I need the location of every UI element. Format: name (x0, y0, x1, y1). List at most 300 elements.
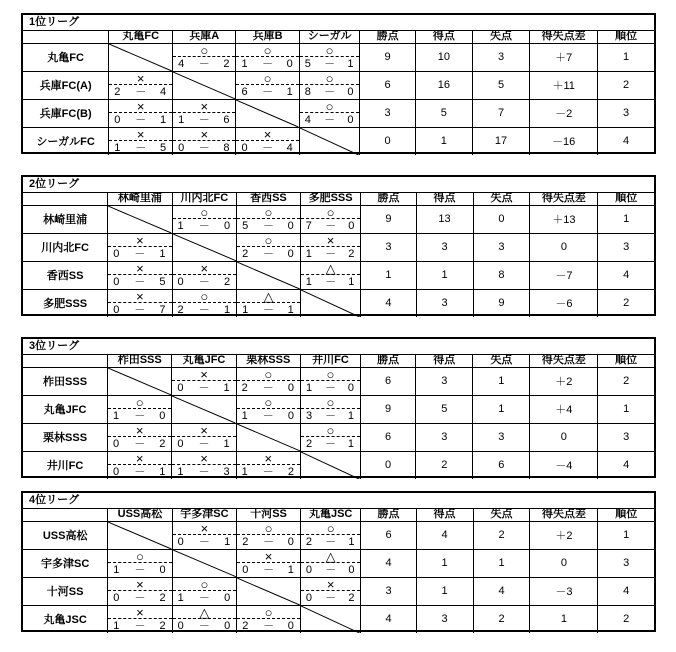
result-mark: ○ (236, 44, 298, 57)
score-dash: － (262, 381, 274, 394)
match-result-cell (108, 549, 172, 577)
match-score (173, 275, 237, 289)
match-result-cell (172, 367, 236, 395)
team-name: 多肥SSS (23, 289, 108, 317)
score-right: 1 (159, 466, 166, 478)
league-table-1 (21, 13, 656, 154)
score-left: 4 (304, 113, 311, 126)
result-mark: ○ (300, 44, 360, 57)
match-score (301, 219, 361, 233)
goals-for-value: 3 (416, 233, 473, 261)
team-name: 林崎里浦 (23, 205, 108, 233)
goal-diff-header: 得失点差 (530, 355, 598, 367)
match-score (109, 113, 172, 127)
result-mark: ○ (237, 234, 300, 247)
team-column-header: 兵庫B (236, 31, 299, 43)
result-mark: × (109, 100, 172, 113)
score-left: 2 (242, 620, 249, 632)
result-mark: × (108, 424, 171, 437)
score-left: 1 (113, 620, 120, 632)
team-name: 丸亀JSC (23, 605, 108, 633)
score-dash: － (262, 85, 274, 98)
self-match-cell (300, 451, 360, 479)
score-left: 0 (305, 563, 313, 576)
score-left: 8 (304, 85, 311, 98)
diagonal-line (109, 44, 172, 71)
self-match-cell (236, 423, 300, 451)
score-left: 0 (113, 437, 120, 450)
match-result-cell (300, 521, 361, 549)
score-left: 1 (114, 142, 121, 154)
result-mark: ○ (237, 396, 300, 409)
result-mark: × (237, 550, 300, 563)
score-left: 1 (305, 247, 312, 260)
score-right: 1 (347, 409, 354, 422)
team-name: 栗林SSS (23, 423, 108, 451)
score-right: 1 (286, 85, 293, 98)
score-dash: － (325, 275, 337, 288)
match-result-cell (108, 577, 172, 605)
goals-for-value: 3 (416, 423, 473, 451)
match-score (108, 465, 171, 479)
result-mark: × (108, 290, 171, 303)
team-name: 宇多津SC (23, 549, 108, 577)
goals-against-value: 1 (473, 549, 530, 577)
goal-diff-value: ＋4 (530, 395, 598, 423)
match-result-cell (237, 605, 301, 633)
result-mark: ○ (301, 396, 360, 409)
diagonal-line (301, 290, 361, 318)
team-column-header: 丸亀JFC (172, 355, 236, 367)
goals-for-header: 得点 (415, 31, 472, 43)
match-result-cell (300, 205, 361, 233)
goal-diff-value: ＋13 (530, 205, 598, 233)
header-row (23, 193, 654, 205)
rank-value: 1 (598, 205, 654, 233)
goals-for-value: 5 (416, 395, 473, 423)
results-grid (23, 509, 654, 633)
team-column-header: 香西SS (237, 193, 301, 205)
diagonal-line (173, 72, 235, 99)
team-column-header: 十河SS (237, 509, 301, 521)
points-value: 9 (360, 43, 415, 71)
team-row (23, 521, 654, 549)
match-result-cell (109, 71, 173, 99)
points-value: 3 (361, 233, 416, 261)
score-right: 0 (286, 57, 293, 70)
score-left: 0 (242, 563, 249, 576)
diagonal-line (300, 128, 360, 156)
score-right: 1 (347, 437, 354, 450)
team-column-header: 丸亀JSC (300, 509, 361, 521)
score-left: 2 (305, 437, 313, 450)
score-dash: － (325, 563, 337, 576)
match-score (301, 437, 360, 451)
score-dash: － (134, 247, 146, 260)
points-value: 6 (361, 423, 416, 451)
self-match-cell (172, 395, 236, 423)
diagonal-line (237, 424, 300, 451)
rank-value: 2 (598, 289, 654, 317)
goals-for-value: 3 (416, 605, 473, 633)
score-right: 4 (286, 142, 293, 154)
goal-diff-value: 0 (530, 549, 598, 577)
match-score (237, 465, 300, 479)
goals-against-value: 9 (473, 289, 530, 317)
score-dash: － (262, 142, 274, 154)
score-right: 1 (159, 247, 166, 260)
score-right: 0 (347, 113, 354, 126)
match-score (236, 85, 298, 99)
goals-for-header: 得点 (416, 509, 473, 521)
score-left: 0 (177, 381, 184, 394)
result-mark: × (173, 262, 237, 275)
rank-value: 1 (598, 521, 654, 549)
match-score (237, 619, 300, 633)
result-mark: ○ (301, 368, 360, 381)
score-dash: － (134, 304, 146, 316)
result-mark: ○ (236, 72, 298, 85)
score-dash: － (262, 409, 274, 422)
team-name: 丸亀JFC (23, 395, 108, 423)
points-value: 1 (361, 261, 416, 289)
match-score (237, 303, 300, 317)
match-score (108, 563, 171, 577)
score-left: 0 (113, 304, 120, 316)
goals-against-value: 3 (473, 233, 530, 261)
score-dash: － (198, 535, 210, 548)
team-row (23, 127, 654, 155)
score-right: 0 (287, 620, 294, 632)
team-row (23, 99, 654, 127)
goals-against-value: 17 (472, 127, 529, 155)
score-dash: － (135, 85, 147, 98)
goals-against-value: 8 (473, 261, 530, 289)
results-grid (23, 193, 654, 317)
match-result-cell (173, 99, 236, 127)
self-match-cell (172, 549, 237, 577)
score-left: 3 (305, 409, 313, 422)
team-row (23, 261, 654, 289)
match-result-cell (300, 577, 361, 605)
score-right: 1 (287, 304, 294, 316)
result-mark: ○ (237, 368, 300, 381)
result-mark: × (108, 578, 171, 591)
match-score (301, 275, 361, 289)
points-value: 6 (361, 521, 416, 549)
goal-diff-value: －4 (530, 451, 598, 479)
goals-for-header: 得点 (416, 355, 473, 367)
score-right: 1 (159, 113, 167, 126)
rank-value: 4 (598, 261, 654, 289)
match-score (109, 85, 172, 99)
result-mark: × (301, 234, 361, 247)
goals-against-value: 2 (473, 605, 530, 633)
points-value: 3 (360, 99, 415, 127)
league-title: 3位リーグ (23, 339, 654, 355)
score-right: 0 (347, 85, 354, 98)
score-dash: － (198, 591, 210, 604)
team-name: 兵庫FC(A) (23, 71, 109, 99)
match-score (237, 535, 300, 549)
result-mark: × (173, 522, 237, 535)
score-right: 0 (287, 381, 294, 394)
points-value: 0 (360, 127, 415, 155)
score-dash: － (198, 57, 210, 70)
rank-value: 4 (598, 127, 654, 155)
match-result-cell (299, 43, 360, 71)
score-right: 2 (223, 57, 230, 70)
result-mark: ○ (237, 522, 300, 535)
match-score (108, 303, 171, 317)
score-right: 0 (287, 219, 294, 232)
team-name: 十河SS (23, 577, 108, 605)
rank-value: 3 (598, 99, 654, 127)
match-result-cell (236, 127, 299, 155)
score-right: 0 (159, 409, 166, 422)
goal-diff-value: 0 (530, 423, 598, 451)
goal-diff-header: 得失点差 (530, 509, 598, 521)
team-name: 兵庫FC(B) (23, 99, 109, 127)
score-dash: － (135, 113, 147, 126)
match-result-cell (172, 521, 237, 549)
score-dash: － (262, 57, 274, 70)
diagonal-line (108, 368, 171, 395)
result-mark: × (108, 606, 171, 619)
score-right: 1 (287, 563, 294, 576)
goals-against-header: 失点 (472, 31, 529, 43)
score-right: 7 (159, 304, 166, 316)
score-right: 1 (223, 437, 230, 450)
match-result-cell (299, 71, 360, 99)
result-mark: × (109, 72, 172, 85)
score-right: 2 (348, 591, 355, 604)
score-left: 0 (241, 142, 248, 154)
points-header: 勝点 (361, 355, 416, 367)
diagonal-line (172, 396, 235, 423)
score-left: 0 (177, 535, 184, 548)
match-score (108, 247, 171, 261)
score-dash: － (198, 113, 210, 126)
goals-for-value: 13 (416, 205, 473, 233)
rank-value: 2 (598, 367, 654, 395)
result-mark: ○ (237, 606, 300, 619)
result-mark: × (237, 452, 300, 465)
goals-for-value: 3 (416, 367, 473, 395)
team-column-header: 栗林SSS (236, 355, 300, 367)
score-dash: － (198, 620, 210, 632)
points-header: 勝点 (360, 31, 415, 43)
match-result-cell (108, 451, 172, 479)
match-result-cell (172, 261, 237, 289)
match-score (236, 57, 298, 71)
match-score (301, 535, 361, 549)
score-dash: － (198, 142, 210, 154)
match-result-cell (299, 99, 360, 127)
score-right: 0 (348, 219, 355, 232)
match-result-cell (109, 99, 173, 127)
result-mark: × (108, 234, 171, 247)
goals-for-value: 5 (415, 99, 472, 127)
team-column-header: シーガル (299, 31, 360, 43)
diagonal-line (236, 100, 298, 127)
points-header: 勝点 (361, 193, 416, 205)
rank-value: 1 (598, 43, 654, 71)
team-row (23, 71, 654, 99)
self-match-cell (108, 205, 172, 233)
diagonal-line (237, 262, 300, 289)
score-right: 0 (287, 535, 294, 548)
match-result-cell (300, 423, 360, 451)
match-result-cell (237, 205, 301, 233)
corner-cell (23, 31, 109, 43)
result-mark: × (301, 578, 361, 591)
points-value: 6 (361, 367, 416, 395)
goal-diff-value: ＋2 (530, 521, 598, 549)
score-dash: － (198, 219, 210, 232)
score-right: 1 (223, 304, 231, 316)
goals-against-header: 失点 (473, 193, 530, 205)
score-left: 0 (177, 437, 184, 450)
goals-for-value: 1 (415, 127, 472, 155)
result-mark: ○ (173, 206, 237, 219)
points-value: 4 (361, 549, 416, 577)
score-dash: － (135, 142, 147, 154)
match-result-cell (172, 423, 236, 451)
match-score (300, 57, 360, 71)
score-left: 1 (177, 219, 184, 232)
diagonal-line (173, 234, 237, 261)
team-name: 柞田SSS (23, 367, 108, 395)
match-result-cell (300, 261, 361, 289)
score-right: 0 (347, 381, 354, 394)
diagonal-line (173, 550, 237, 577)
score-right: 5 (159, 275, 166, 288)
score-left: 1 (241, 409, 248, 422)
match-score (108, 437, 171, 451)
rank-value: 3 (598, 233, 654, 261)
result-mark: × (236, 128, 298, 141)
team-row (23, 577, 654, 605)
team-column-header: 柞田SSS (108, 355, 172, 367)
points-value: 0 (361, 451, 416, 479)
goals-against-value: 1 (473, 367, 530, 395)
score-dash: － (262, 304, 274, 316)
match-result-cell (109, 127, 173, 155)
rank-value: 1 (598, 395, 654, 423)
score-dash: － (134, 620, 146, 632)
result-mark: △ (301, 550, 361, 563)
match-score (236, 141, 298, 155)
result-mark: × (172, 452, 235, 465)
rank-header: 順位 (598, 509, 654, 521)
score-dash: － (262, 219, 274, 232)
goals-for-header: 得点 (416, 193, 473, 205)
score-right: 2 (223, 275, 231, 288)
match-score (300, 85, 360, 99)
result-mark: ○ (237, 206, 300, 219)
score-left: 4 (178, 57, 185, 70)
goal-diff-value: ＋7 (530, 43, 598, 71)
goals-for-value: 16 (415, 71, 472, 99)
team-row (23, 605, 654, 633)
score-dash: － (134, 591, 146, 604)
points-value: 3 (361, 577, 416, 605)
match-score (237, 247, 300, 261)
rank-header: 順位 (598, 193, 654, 205)
goals-against-value: 1 (473, 395, 530, 423)
score-right: 0 (287, 247, 294, 260)
score-dash: － (134, 409, 146, 422)
score-dash: － (262, 466, 274, 478)
goal-diff-value: －3 (530, 577, 598, 605)
score-left: 2 (242, 247, 249, 260)
match-result-cell (300, 367, 360, 395)
result-mark: × (173, 100, 235, 113)
result-mark: △ (173, 606, 237, 619)
score-dash: － (263, 563, 275, 576)
score-left: 6 (241, 85, 248, 98)
score-left: 0 (305, 591, 313, 604)
match-score (109, 141, 172, 155)
score-right: 0 (224, 591, 231, 604)
team-column-header: USS高松 (108, 509, 172, 521)
team-name: 井川FC (23, 451, 108, 479)
score-left: 1 (242, 304, 249, 316)
team-name: シーガルFC (23, 127, 109, 155)
points-value: 9 (361, 395, 416, 423)
goals-for-value: 1 (416, 549, 473, 577)
score-dash: － (134, 437, 146, 450)
match-score (301, 247, 361, 261)
corner-cell (23, 193, 108, 205)
league-table-3 (21, 337, 656, 478)
team-row (23, 367, 654, 395)
score-dash: － (324, 57, 336, 70)
points-value: 4 (361, 605, 416, 633)
header-row (23, 509, 654, 521)
match-result-cell (236, 451, 300, 479)
score-left: 1 (305, 381, 313, 394)
match-score (301, 381, 360, 395)
match-result-cell (108, 233, 172, 261)
result-mark: × (108, 452, 171, 465)
score-dash: － (325, 219, 337, 232)
result-mark: ○ (300, 72, 360, 85)
match-score (108, 619, 171, 633)
match-score (108, 275, 171, 289)
team-row (23, 395, 654, 423)
score-right: 6 (223, 113, 230, 126)
result-mark: × (172, 424, 235, 437)
match-result-cell (172, 205, 237, 233)
goal-diff-value: ＋11 (530, 71, 598, 99)
score-dash: － (198, 437, 210, 450)
goal-diff-value: 1 (530, 605, 598, 633)
score-right: 2 (287, 466, 294, 478)
result-mark: × (109, 128, 172, 141)
score-left: 0 (177, 620, 184, 632)
goals-for-value: 2 (416, 451, 473, 479)
score-left: 5 (304, 57, 311, 70)
match-result-cell (236, 43, 299, 71)
match-score (172, 465, 235, 479)
match-score (108, 409, 171, 423)
match-result-cell (236, 367, 300, 395)
score-dash: － (198, 381, 210, 394)
team-row (23, 43, 654, 71)
score-dash: － (134, 275, 146, 288)
